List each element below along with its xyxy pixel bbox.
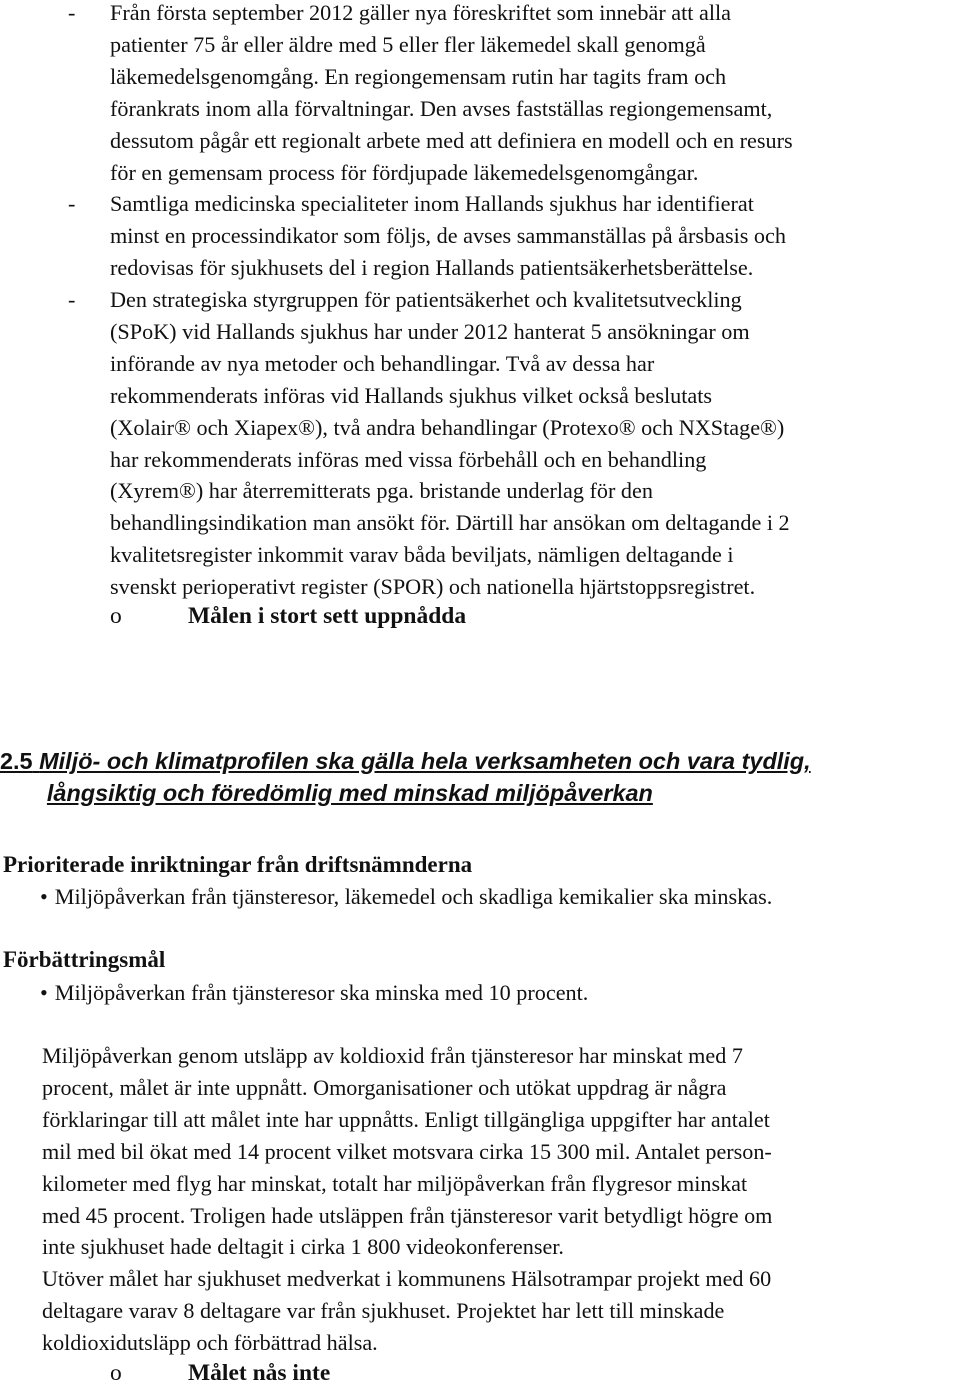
- body-paragraph: [42, 1040, 960, 1359]
- text-line: Miljöpåverkan genom utsläpp av koldioxid från tjänsteresor har minskat med 7: [42, 1043, 743, 1068]
- section-number: 2.5: [0, 748, 33, 774]
- text-line: deltagare varav 8 deltagare var från sjukhuset. Projektet har lett till minskade: [42, 1298, 725, 1324]
- text-line: rekommenderats införas vid Hallands sjukhus vilket också beslutats: [110, 382, 713, 408]
- section-heading-line1: [0, 745, 958, 777]
- text-line: redovisas för sjukhusets del i region Hallands patientsäkerhetsberättelse.: [110, 254, 754, 280]
- text-line: förklaringar till att målet inte har uppnåtts. Enligt tillgängliga uppgifter har antalet: [42, 1106, 770, 1132]
- outcome-status: [110, 601, 466, 633]
- bullet-marker: •: [40, 980, 48, 1005]
- text-line: Samtliga medicinska specialiteter inom Hallands sjukhus har identifierat: [110, 191, 754, 216]
- text-line: införande av nya metoder och behandlingar. Två av dessa har: [110, 350, 655, 376]
- text-line: koldioxidutsläpp och förbättrad hälsa.: [42, 1330, 378, 1356]
- text-line: patienter 75 år eller äldre med 5 eller fler läkemedel skall genomgå: [110, 31, 706, 57]
- list-item-text: [110, 188, 958, 284]
- text-line: förankrats inom alla förvaltningar. Den avses fastställas regiongemensamt,: [110, 95, 773, 121]
- list-item-text: [110, 0, 958, 188]
- outcome-text: Målen i stort sett uppnådda: [188, 603, 467, 629]
- outcome-marker: o: [110, 1360, 122, 1386]
- text-line: (Xyrem®) har återremitterats pga. bristande underlag för den: [110, 478, 653, 504]
- text-line: svenskt perioperativt register (SPOR) och nationella hjärtstoppsregistret.: [110, 574, 756, 600]
- bullet-marker: •: [40, 884, 48, 909]
- text-line: läkemedelsgenomgång. En regiongemensam rutin har tagits fram och: [110, 63, 727, 89]
- text-line: Utöver målet har sjukhuset medverkat i kommunens Hälsotrampar projekt med 60: [42, 1266, 772, 1292]
- section-heading: [0, 745, 960, 809]
- text-line: mil med bil ökat med 14 procent vilket motsvara cirka 15 300 mil. Antalet person-: [42, 1138, 772, 1164]
- outcome-text: Målet nås inte: [188, 1360, 331, 1386]
- dash-marker: -: [68, 287, 76, 312]
- bullet-text: Miljöpåverkan från tjänsteresor, läkemedel och skadliga kemikalier ska minskas.: [54, 884, 773, 909]
- dash-marker: -: [68, 0, 76, 25]
- text-line: procent, målet är inte uppnått. Omorganisationer och utökat uppdrag är några: [42, 1074, 727, 1100]
- text-line: med 45 procent. Troligen hade utsläppen från tjänsteresor varit betydligt högre om: [42, 1202, 773, 1228]
- dash-list-item: [0, 188, 960, 284]
- section-title-text: Miljö- och klimatprofilen ska gälla hela verksamheten och vara tydlig,: [39, 748, 811, 774]
- list-item-text: [110, 284, 958, 603]
- dash-list-item: [0, 0, 960, 188]
- text-line: för en gemensam process för fördjupade läkemedelsgenomgångar.: [110, 159, 699, 185]
- dash-marker: -: [68, 191, 76, 216]
- text-line: minst en processindikator som följs, de avses sammanställas på årsbasis och: [110, 222, 786, 248]
- text-line: Den strategiska styrgruppen för patientsäkerhet och kvalitetsutveckling: [110, 287, 742, 312]
- text-line: behandlingsindikation man ansökt för. Därtill har ansökan om deltagande i 2: [110, 510, 790, 536]
- text-line: inte sjukhuset hade deltagit i cirka 1 800 videokonferenser.: [42, 1234, 564, 1260]
- text-line: (SPoK) vid Hallands sjukhus har under 2012 hanterat 5 ansökningar om: [110, 318, 750, 344]
- text-line: (Xolair® och Xiapex®), två andra behandlingar (Protexo® och NXStage®): [110, 414, 785, 440]
- bullet-item: [40, 881, 772, 913]
- forbattringsmal-heading: Förbättringsmål: [3, 947, 166, 972]
- text-line: kilometer med flyg har minskat, totalt har miljöpåverkan från flygresor minskat: [42, 1170, 748, 1196]
- dash-list-item: [0, 284, 960, 603]
- text-line: dessutom pågår ett regionalt arbete med att definiera en modell och en resurs: [110, 127, 793, 153]
- bullet-text: Miljöpåverkan från tjänsteresor ska minska med 10 procent.: [54, 980, 589, 1005]
- prioriterade-heading: Prioriterade inriktningar från driftsnämnderna: [3, 852, 473, 877]
- text-line: Från första september 2012 gäller nya föreskriftet som innebär att alla: [110, 0, 732, 25]
- bullet-item: [40, 977, 588, 1009]
- outcome-marker: o: [110, 603, 122, 629]
- text-line: har rekommenderats införas med vissa förbehåll och en behandling: [110, 446, 707, 472]
- outcome-status: [110, 1358, 330, 1390]
- text-line: kvalitetsregister inkommit varav båda beviljats, nämligen deltagande i: [110, 542, 734, 568]
- section-heading-line2: långsiktig och föredömlig med minskad miljöpåverkan: [46, 780, 653, 806]
